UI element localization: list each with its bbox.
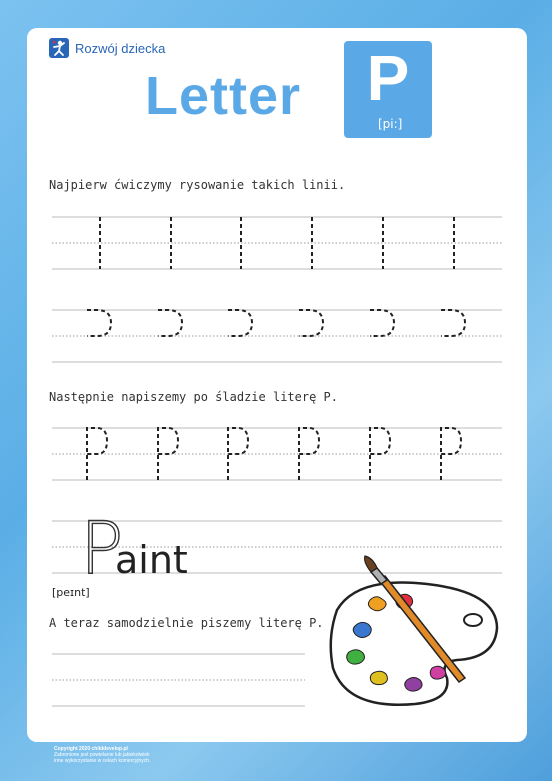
vertical-line-practice-row	[52, 217, 502, 269]
letter-pronunciation: [pi:]	[378, 117, 403, 131]
writing-guides	[27, 28, 527, 742]
lines-instruction: Najpierw ćwiczymy rysowanie takich linii.	[49, 178, 346, 192]
copyright-notice	[54, 746, 150, 764]
copyright-line: Zabronione jest powielanie lub jakiekolwiek	[54, 752, 150, 758]
example-word-first-letter: P	[80, 506, 124, 590]
worksheet	[27, 28, 527, 742]
free-instruction: A teraz samodzielnie piszemy literę P.	[49, 616, 324, 630]
copyright-line: Copyright 2020 childdevelop.pl	[54, 746, 128, 752]
free-writing-row	[52, 654, 305, 706]
trace-instruction: Następnie napiszemy po śladzie literę P.	[49, 390, 338, 404]
example-word-pronunciation: [peɪnt]	[52, 586, 90, 599]
bowl-practice-row	[52, 310, 502, 362]
paint-palette-with-brush-icon	[331, 556, 497, 705]
copyright-line: inne wykorzystanie w celach komercyjnych.	[54, 758, 151, 764]
brand-name: Rozwój dziecka	[75, 40, 166, 56]
example-word-row	[52, 506, 502, 590]
title-word: Letter	[145, 66, 302, 126]
trace-letter-row	[52, 428, 502, 480]
letter-big: P	[366, 42, 410, 114]
example-word-rest: aint	[115, 538, 188, 582]
